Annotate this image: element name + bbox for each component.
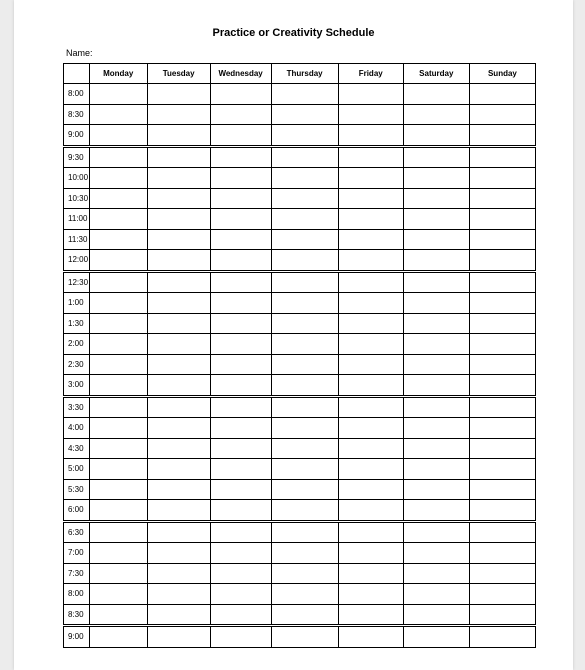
schedule-cell-wednesday[interactable] <box>210 250 271 272</box>
schedule-cell-sunday[interactable] <box>469 293 535 314</box>
schedule-cell-friday[interactable] <box>338 604 403 626</box>
schedule-cell-saturday[interactable] <box>403 84 469 105</box>
schedule-cell-tuesday[interactable] <box>147 229 210 250</box>
schedule-cell-thursday[interactable] <box>271 543 338 564</box>
schedule-cell-monday[interactable] <box>89 354 147 375</box>
schedule-cell-sunday[interactable] <box>469 313 535 334</box>
time-label: 1:00 <box>64 293 90 314</box>
schedule-cell-tuesday[interactable] <box>147 84 210 105</box>
schedule-cell-thursday[interactable] <box>271 604 338 626</box>
schedule-cell-monday[interactable] <box>89 604 147 626</box>
schedule-cell-tuesday[interactable] <box>147 563 210 584</box>
schedule-cell-saturday[interactable] <box>403 438 469 459</box>
schedule-cell-sunday[interactable] <box>469 396 535 418</box>
time-label: 9:00 <box>64 626 90 648</box>
schedule-cell-monday[interactable] <box>89 104 147 125</box>
schedule-cell-tuesday[interactable] <box>147 438 210 459</box>
schedule-cell-thursday[interactable] <box>271 229 338 250</box>
table-row <box>64 84 536 105</box>
schedule-cell-monday[interactable] <box>89 313 147 334</box>
table-row <box>64 250 536 272</box>
table-row <box>64 438 536 459</box>
schedule-cell-sunday[interactable] <box>469 500 535 522</box>
schedule-cell-monday[interactable] <box>89 168 147 189</box>
schedule-cell-saturday[interactable] <box>403 563 469 584</box>
time-label: 2:00 <box>64 334 90 355</box>
schedule-cell-wednesday[interactable] <box>210 604 271 626</box>
schedule-cell-monday[interactable] <box>89 626 147 648</box>
schedule-cell-wednesday[interactable] <box>210 500 271 522</box>
schedule-cell-tuesday[interactable] <box>147 146 210 168</box>
table-row <box>64 396 536 418</box>
schedule-cell-saturday[interactable] <box>403 125 469 147</box>
schedule-cell-wednesday[interactable] <box>210 459 271 480</box>
schedule-cell-monday[interactable] <box>89 146 147 168</box>
schedule-cell-saturday[interactable] <box>403 584 469 605</box>
table-row <box>64 626 536 648</box>
schedule-cell-sunday[interactable] <box>469 334 535 355</box>
schedule-cell-saturday[interactable] <box>403 543 469 564</box>
schedule-cell-monday[interactable] <box>89 334 147 355</box>
document-page <box>14 0 573 670</box>
schedule-cell-wednesday[interactable] <box>210 334 271 355</box>
schedule-cell-sunday[interactable] <box>469 418 535 439</box>
schedule-cell-wednesday[interactable] <box>210 146 271 168</box>
schedule-cell-saturday[interactable] <box>403 459 469 480</box>
schedule-cell-wednesday[interactable] <box>210 104 271 125</box>
schedule-cell-wednesday[interactable] <box>210 396 271 418</box>
page-title: Practice or Creativity Schedule <box>212 27 375 39</box>
time-label: 9:00 <box>64 125 90 147</box>
schedule-cell-tuesday[interactable] <box>147 479 210 500</box>
time-label: 6:30 <box>64 521 90 543</box>
time-label: 8:00 <box>64 84 90 105</box>
schedule-cell-friday[interactable] <box>338 418 403 439</box>
schedule-cell-wednesday[interactable] <box>210 563 271 584</box>
schedule-cell-wednesday[interactable] <box>210 293 271 314</box>
schedule-cell-thursday[interactable] <box>271 313 338 334</box>
schedule-cell-friday[interactable] <box>338 396 403 418</box>
table-row <box>64 209 536 230</box>
schedule-cell-tuesday[interactable] <box>147 604 210 626</box>
schedule-cell-sunday[interactable] <box>469 521 535 543</box>
schedule-cell-saturday[interactable] <box>403 604 469 626</box>
schedule-cell-sunday[interactable] <box>469 104 535 125</box>
schedule-cell-monday[interactable] <box>89 188 147 209</box>
schedule-cell-monday[interactable] <box>89 229 147 250</box>
schedule-cell-friday[interactable] <box>338 438 403 459</box>
schedule-cell-friday[interactable] <box>338 104 403 125</box>
schedule-cell-friday[interactable] <box>338 459 403 480</box>
schedule-cell-thursday[interactable] <box>271 188 338 209</box>
table-row <box>64 313 536 334</box>
schedule-cell-tuesday[interactable] <box>147 168 210 189</box>
schedule-cell-friday[interactable] <box>338 271 403 293</box>
time-label: 11:00 <box>64 209 90 230</box>
schedule-cell-monday[interactable] <box>89 584 147 605</box>
schedule-cell-thursday[interactable] <box>271 354 338 375</box>
schedule-cell-monday[interactable] <box>89 500 147 522</box>
table-row <box>64 168 536 189</box>
day-header-wednesday: Wednesday <box>210 64 271 84</box>
time-label: 11:30 <box>64 229 90 250</box>
table-row <box>64 521 536 543</box>
schedule-cell-friday[interactable] <box>338 125 403 147</box>
schedule-cell-wednesday[interactable] <box>210 438 271 459</box>
schedule-cell-monday[interactable] <box>89 459 147 480</box>
day-header-thursday: Thursday <box>271 64 338 84</box>
time-label: 7:30 <box>64 563 90 584</box>
table-row <box>64 104 536 125</box>
schedule-cell-saturday[interactable] <box>403 188 469 209</box>
schedule-cell-thursday[interactable] <box>271 521 338 543</box>
schedule-cell-tuesday[interactable] <box>147 543 210 564</box>
schedule-cell-saturday[interactable] <box>403 375 469 397</box>
schedule-cell-saturday[interactable] <box>403 396 469 418</box>
schedule-cell-saturday[interactable] <box>403 354 469 375</box>
time-label: 4:30 <box>64 438 90 459</box>
schedule-cell-sunday[interactable] <box>469 125 535 147</box>
schedule-cell-saturday[interactable] <box>403 418 469 439</box>
schedule-cell-saturday[interactable] <box>403 146 469 168</box>
schedule-cell-tuesday[interactable] <box>147 354 210 375</box>
time-label: 8:00 <box>64 584 90 605</box>
schedule-cell-thursday[interactable] <box>271 500 338 522</box>
schedule-cell-saturday[interactable] <box>403 104 469 125</box>
time-label: 6:00 <box>64 500 90 522</box>
schedule-cell-sunday[interactable] <box>469 250 535 272</box>
schedule-cell-sunday[interactable] <box>469 188 535 209</box>
schedule-cell-tuesday[interactable] <box>147 313 210 334</box>
schedule-cell-monday[interactable] <box>89 418 147 439</box>
day-header-tuesday: Tuesday <box>147 64 210 84</box>
schedule-table <box>63 63 536 648</box>
schedule-cell-friday[interactable] <box>338 188 403 209</box>
schedule-cell-tuesday[interactable] <box>147 209 210 230</box>
schedule-cell-thursday[interactable] <box>271 584 338 605</box>
schedule-body <box>64 84 536 648</box>
schedule-cell-thursday[interactable] <box>271 479 338 500</box>
time-label: 12:00 <box>64 250 90 272</box>
schedule-cell-tuesday[interactable] <box>147 396 210 418</box>
schedule-cell-sunday[interactable] <box>469 584 535 605</box>
schedule-cell-friday[interactable] <box>338 354 403 375</box>
table-row <box>64 604 536 626</box>
schedule-cell-wednesday[interactable] <box>210 354 271 375</box>
schedule-cell-friday[interactable] <box>338 334 403 355</box>
schedule-cell-saturday[interactable] <box>403 313 469 334</box>
schedule-cell-sunday[interactable] <box>469 604 535 626</box>
table-row <box>64 479 536 500</box>
time-label: 12:30 <box>64 271 90 293</box>
schedule-cell-tuesday[interactable] <box>147 104 210 125</box>
day-header-sunday: Sunday <box>469 64 535 84</box>
schedule-cell-wednesday[interactable] <box>210 543 271 564</box>
time-label: 8:30 <box>64 104 90 125</box>
schedule-cell-friday[interactable] <box>338 146 403 168</box>
schedule-cell-monday[interactable] <box>89 84 147 105</box>
schedule-cell-tuesday[interactable] <box>147 334 210 355</box>
schedule-cell-thursday[interactable] <box>271 626 338 648</box>
table-row <box>64 293 536 314</box>
table-row <box>64 229 536 250</box>
schedule-cell-tuesday[interactable] <box>147 584 210 605</box>
schedule-cell-sunday[interactable] <box>469 84 535 105</box>
schedule-cell-tuesday[interactable] <box>147 188 210 209</box>
schedule-cell-monday[interactable] <box>89 271 147 293</box>
schedule-cell-wednesday[interactable] <box>210 125 271 147</box>
name-label: Name: <box>66 48 93 58</box>
schedule-cell-sunday[interactable] <box>469 209 535 230</box>
schedule-cell-wednesday[interactable] <box>210 479 271 500</box>
schedule-cell-sunday[interactable] <box>469 438 535 459</box>
schedule-cell-thursday[interactable] <box>271 250 338 272</box>
schedule-cell-monday[interactable] <box>89 438 147 459</box>
schedule-cell-friday[interactable] <box>338 84 403 105</box>
table-row <box>64 584 536 605</box>
schedule-cell-tuesday[interactable] <box>147 626 210 648</box>
table-row <box>64 334 536 355</box>
schedule-cell-thursday[interactable] <box>271 209 338 230</box>
schedule-cell-thursday[interactable] <box>271 104 338 125</box>
table-row <box>64 271 536 293</box>
schedule-cell-tuesday[interactable] <box>147 459 210 480</box>
schedule-cell-tuesday[interactable] <box>147 125 210 147</box>
table-row <box>64 125 536 147</box>
schedule-cell-saturday[interactable] <box>403 168 469 189</box>
schedule-cell-friday[interactable] <box>338 229 403 250</box>
time-label: 3:00 <box>64 375 90 397</box>
schedule-cell-monday[interactable] <box>89 396 147 418</box>
schedule-cell-wednesday[interactable] <box>210 313 271 334</box>
schedule-cell-sunday[interactable] <box>469 354 535 375</box>
schedule-cell-monday[interactable] <box>89 293 147 314</box>
table-row <box>64 375 536 397</box>
schedule-cell-wednesday[interactable] <box>210 418 271 439</box>
schedule-cell-thursday[interactable] <box>271 334 338 355</box>
schedule-cell-thursday[interactable] <box>271 563 338 584</box>
schedule-cell-friday[interactable] <box>338 500 403 522</box>
time-label: 1:30 <box>64 313 90 334</box>
table-row <box>64 459 536 480</box>
corner-cell <box>64 64 90 84</box>
schedule-cell-saturday[interactable] <box>403 293 469 314</box>
schedule-cell-monday[interactable] <box>89 125 147 147</box>
table-row <box>64 500 536 522</box>
time-label: 4:00 <box>64 418 90 439</box>
schedule-cell-thursday[interactable] <box>271 438 338 459</box>
schedule-cell-saturday[interactable] <box>403 626 469 648</box>
schedule-cell-friday[interactable] <box>338 521 403 543</box>
schedule-cell-monday[interactable] <box>89 479 147 500</box>
day-header-monday: Monday <box>89 64 147 84</box>
time-label: 5:30 <box>64 479 90 500</box>
schedule-cell-thursday[interactable] <box>271 168 338 189</box>
schedule-cell-tuesday[interactable] <box>147 293 210 314</box>
schedule-cell-saturday[interactable] <box>403 250 469 272</box>
schedule-cell-monday[interactable] <box>89 250 147 272</box>
schedule-cell-sunday[interactable] <box>469 146 535 168</box>
schedule-cell-saturday[interactable] <box>403 229 469 250</box>
schedule-cell-friday[interactable] <box>338 626 403 648</box>
schedule-cell-wednesday[interactable] <box>210 209 271 230</box>
table-row <box>64 146 536 168</box>
table-row <box>64 563 536 584</box>
schedule-cell-sunday[interactable] <box>469 563 535 584</box>
schedule-cell-tuesday[interactable] <box>147 375 210 397</box>
schedule-cell-thursday[interactable] <box>271 459 338 480</box>
schedule-cell-saturday[interactable] <box>403 271 469 293</box>
schedule-cell-wednesday[interactable] <box>210 626 271 648</box>
schedule-cell-sunday[interactable] <box>469 271 535 293</box>
table-row <box>64 354 536 375</box>
schedule-cell-friday[interactable] <box>338 293 403 314</box>
schedule-cell-saturday[interactable] <box>403 334 469 355</box>
schedule-cell-friday[interactable] <box>338 543 403 564</box>
schedule-cell-thursday[interactable] <box>271 271 338 293</box>
time-label: 10:30 <box>64 188 90 209</box>
schedule-cell-thursday[interactable] <box>271 396 338 418</box>
schedule-cell-wednesday[interactable] <box>210 375 271 397</box>
schedule-cell-friday[interactable] <box>338 479 403 500</box>
table-row <box>64 543 536 564</box>
schedule-cell-wednesday[interactable] <box>210 584 271 605</box>
schedule-cell-sunday[interactable] <box>469 459 535 480</box>
schedule-cell-wednesday[interactable] <box>210 229 271 250</box>
schedule-cell-saturday[interactable] <box>403 521 469 543</box>
schedule-cell-saturday[interactable] <box>403 479 469 500</box>
table-row <box>64 188 536 209</box>
schedule-cell-thursday[interactable] <box>271 146 338 168</box>
time-label: 3:30 <box>64 396 90 418</box>
schedule-cell-saturday[interactable] <box>403 500 469 522</box>
schedule-cell-monday[interactable] <box>89 563 147 584</box>
schedule-cell-tuesday[interactable] <box>147 271 210 293</box>
schedule-cell-thursday[interactable] <box>271 293 338 314</box>
schedule-cell-saturday[interactable] <box>403 209 469 230</box>
schedule-cell-friday[interactable] <box>338 563 403 584</box>
schedule-cell-sunday[interactable] <box>469 543 535 564</box>
schedule-cell-friday[interactable] <box>338 375 403 397</box>
schedule-cell-monday[interactable] <box>89 209 147 230</box>
schedule-cell-monday[interactable] <box>89 521 147 543</box>
schedule-cell-friday[interactable] <box>338 209 403 230</box>
schedule-cell-wednesday[interactable] <box>210 84 271 105</box>
schedule-cell-monday[interactable] <box>89 543 147 564</box>
time-label: 5:00 <box>64 459 90 480</box>
day-header-friday: Friday <box>338 64 403 84</box>
day-header-saturday: Saturday <box>403 64 469 84</box>
schedule-cell-monday[interactable] <box>89 375 147 397</box>
schedule-cell-friday[interactable] <box>338 250 403 272</box>
table-row <box>64 418 536 439</box>
header-row <box>64 64 536 84</box>
schedule-cell-tuesday[interactable] <box>147 500 210 522</box>
schedule-cell-sunday[interactable] <box>469 375 535 397</box>
schedule-cell-sunday[interactable] <box>469 168 535 189</box>
schedule-cell-wednesday[interactable] <box>210 168 271 189</box>
time-label: 10:00 <box>64 168 90 189</box>
schedule-cell-sunday[interactable] <box>469 479 535 500</box>
time-label: 9:30 <box>64 146 90 168</box>
time-label: 7:00 <box>64 543 90 564</box>
schedule-cell-friday[interactable] <box>338 584 403 605</box>
schedule-cell-sunday[interactable] <box>469 626 535 648</box>
schedule-cell-tuesday[interactable] <box>147 418 210 439</box>
schedule-cell-thursday[interactable] <box>271 84 338 105</box>
schedule-cell-wednesday[interactable] <box>210 521 271 543</box>
schedule-cell-friday[interactable] <box>338 168 403 189</box>
schedule-cell-sunday[interactable] <box>469 229 535 250</box>
schedule-cell-thursday[interactable] <box>271 125 338 147</box>
schedule-cell-wednesday[interactable] <box>210 188 271 209</box>
schedule-cell-tuesday[interactable] <box>147 250 210 272</box>
time-label: 2:30 <box>64 354 90 375</box>
schedule-cell-tuesday[interactable] <box>147 521 210 543</box>
time-label: 8:30 <box>64 604 90 626</box>
schedule-cell-thursday[interactable] <box>271 418 338 439</box>
schedule-cell-thursday[interactable] <box>271 375 338 397</box>
schedule-cell-wednesday[interactable] <box>210 271 271 293</box>
schedule-cell-friday[interactable] <box>338 313 403 334</box>
